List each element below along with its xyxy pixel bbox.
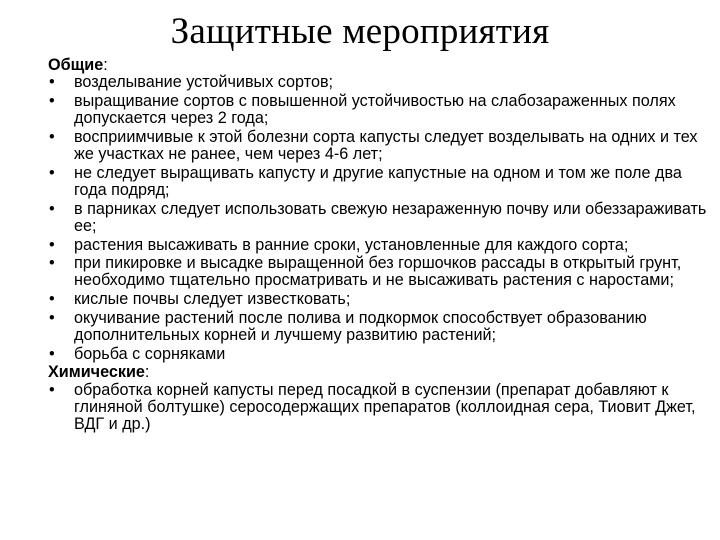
list-item-text: растения высаживать в ранние сроки, установленные для каждого сорта; [74,235,629,254]
list-item-text: борьба с сорняками [74,344,226,363]
list-item [48,165,710,199]
list-item-text: обработка корней капусты перед посадкой в суспензии (препарат добавляют к глиняной болтушке) серосодержащих препаратов (коллоидная сера, Тиовит Джет, ВДГ и др.) [74,380,696,434]
list-item [48,346,710,363]
list-item [48,310,710,344]
slide-title: Защитные мероприятия [170,11,550,52]
list-item-text: в парниках следует использовать свежую незараженную почву или обеззараживать ее; [74,199,707,235]
section-heading-chemical: Химические: [48,363,150,382]
list-item-text: выращивание сортов с повышенной устойчивостью на слабозараженных полях допускается через 2 года; [74,91,676,128]
list-item-text: восприимчивые к этой болезни сорта капусты следует возделывать на одних и тех же участках не ранее, чем через 4-6 лет; [74,127,698,164]
list-item [48,74,710,91]
slide-content [48,57,710,435]
list-item-text: кислые почвы следует известковать; [74,290,351,309]
bullet-icon: • [49,380,55,399]
list-item-text: окучивание растений после полива и подкормок способствует образованию дополнительных корней и лучшему развитию растений; [74,308,647,345]
section-heading-general: Общие: [48,56,108,74]
chemical-measures-list [48,382,710,434]
bullet-icon: • [49,254,55,273]
section-heading-chemical-label: Химические [48,363,145,382]
list-item-text: возделывание устойчивых сортов; [74,73,334,92]
list-item [48,382,710,434]
list-item [48,93,710,127]
bullet-icon: • [49,73,55,92]
list-item [48,201,710,235]
list-item [48,129,710,163]
list-item [48,237,710,254]
bullet-icon: • [49,199,55,218]
section-heading-general-label: Общие [48,56,104,74]
list-item-text: при пикировке и высадке выращенной без горшочков рассады в открытый грунт, необходимо тщательно просматривать и не высаживать растения с наростами; [74,254,682,290]
list-item [48,291,710,308]
bullet-icon: • [49,344,55,363]
list-item [48,255,710,289]
bullet-icon: • [49,235,55,254]
bullet-icon: • [49,163,55,182]
bullet-icon: • [49,308,55,327]
list-item-text: не следует выращивать капусту и другие капустные на одном и том же поле два года подряд; [74,163,682,199]
bullet-icon: • [49,91,55,110]
bullet-icon: • [49,127,55,146]
bullet-icon: • [49,290,55,309]
general-measures-list [48,74,710,363]
